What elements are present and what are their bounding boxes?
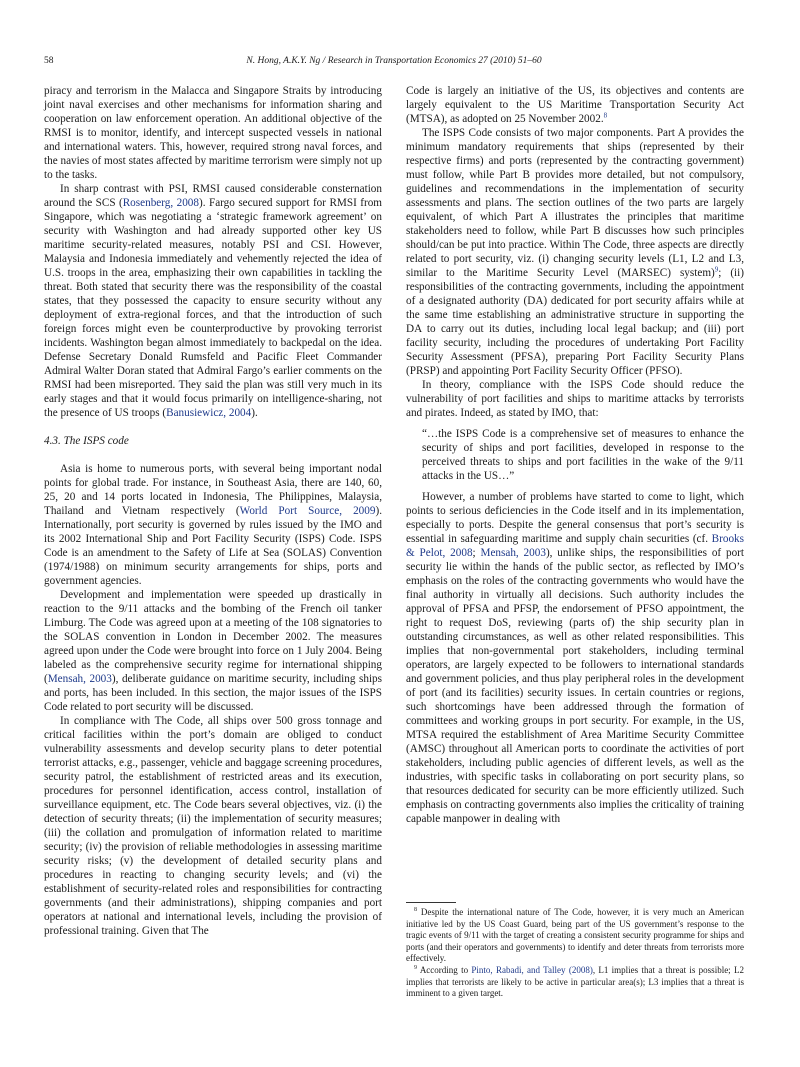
text: ), unlike ships, the responsibilities of port security lie within the hands of the public sector, as reflected by IMO’s emphasis on the roles of the contracting governments who would have the final authority in virtually all decisions. Such authority includes the approval of PFSA and PFSP, the endorsement of PFSO appointment, the right to request DoS, reviewing (parts of) the ship security plan in outstanding circumstances, as well as other related responsibilities. This implies that non-governmental port stakeholders, including terminal operators, are largely expected to be followers to international standards and government policies, and thus play peripheral roles in the development of port (and its facilities) security issues. In certain countries or regions, such shortcomings have been addressed through the formation of committees and working groups in port security. For example, in the US, MTSA required the establishment of Area Maritime Security Committee (AMSC) throughout all American ports to coordinate the activities of port stakeholders, including public agencies of different levels, as well as the industries, with specific tasks in collaborating on port security plans, so that resources dedicated for security can be more efficiently utilized. Such emphasis on contracting governments also implies the criticality of training capable manpower in dealing with bbox=[406, 547, 744, 825]
text: Development and implementation were speeded up drastically in reaction to the 9/11 attacks and the bombing of the French oil tanker Limburg. The Code was agreed upon at a meeting of the 108 signatories to the SOLAS convention in London in December 2002. The measures agreed upon under the Code were brought into force on 1 July 2004. Being labeled as the comprehensive security regime for international shipping ( bbox=[44, 589, 382, 685]
text: ; bbox=[472, 547, 481, 559]
paragraph bbox=[44, 182, 382, 420]
paragraph bbox=[406, 490, 744, 826]
footnote bbox=[406, 965, 744, 1000]
block-quote: “…the ISPS Code is a comprehensive set of measures to enhance the security of ships and port facilities, developed in response to the perceived threats to ships and port facilities in the wake of the 9/11 attacks in the US…” bbox=[422, 428, 744, 482]
text: ). Internationally, port security is governed by rules issued by the IMO and its 2002 International Ship and Port Facility Security (ISPS) Code. ISPS Code is an amendment to the Safety of Life at Sea (SOLAS) Convention (1974/1988) on minimum security arrangements for ships, ports and government agencies. bbox=[44, 505, 382, 587]
footnote-ref[interactable]: 8 bbox=[603, 111, 608, 120]
paragraph bbox=[44, 588, 382, 714]
footnotes bbox=[406, 902, 744, 1000]
text: Asia is home to numerous ports, with several being important nodal points for global trade. For instance, in Southeast Asia, there are 140, 60, 25, 20 and 14 ports located in Indonesia, The Philippines, Malaysia, Thailand and Vietnam respectively ( bbox=[44, 463, 382, 517]
footnote bbox=[406, 907, 744, 965]
footnote-number: 8 bbox=[414, 907, 417, 913]
paragraph bbox=[406, 84, 744, 126]
paragraph: In theory, compliance with the ISPS Code should reduce the vulnerability of port facilities and ships to maritime attacks by terrorists and pirates. Indeed, as stated by IMO, that: bbox=[406, 379, 744, 419]
footnote-text: Despite the international nature of The Code, however, it is very much an American initiative led by the US Coast Guard, being part of the US government’s response to the tragic events of 9/11 with the target of creating a consistent security programme for ships and ports (and their operators and governments) to identify and deter threats from terrorists more effectively. bbox=[406, 907, 744, 964]
text: ). Fargo secured support for RMSI from Singapore, which was negotiating a ‘strategic framework agreement’ on security with Washington and had already supported other key US maritime security-related measures, notably PSI and CSI. However, Malaysia and Indonesia immediately and vehemently rejected the idea of U.S. troops in the area, emphasizing their own capabilities in tackling the threat. Both stated that security there was the responsibility of the coastal states, that they possessed the capacity to ensure security without any deployment of extra-regional forces, and that the introduction of such foreign forces might even be counterproductive by provoking terrorist incidents. Washington began almost immediately to backpedal on the idea. Defense Secretary Donald Rumsfeld and Pacific Fleet Commander Admiral Walter Doran stated that Admiral Fargo’s earlier comments on the RMSI had been misreported. They said the plan was still very much in its early stages and that it would focus primarily on intelligence-sharing, not the presence of US troops ( bbox=[44, 197, 382, 419]
text: In sharp contrast with PSI, RMSI caused considerable consternation around the SCS ( bbox=[44, 183, 382, 209]
footnote-divider bbox=[406, 902, 456, 903]
section-heading: 4.3. The ISPS code bbox=[44, 435, 129, 447]
citation-link[interactable]: Mensah, 2003 bbox=[480, 547, 546, 559]
citation-link[interactable]: Banusiewicz, 2004 bbox=[166, 407, 252, 419]
footnote-ref[interactable]: 9 bbox=[714, 265, 719, 274]
footnote-text: According to bbox=[419, 964, 472, 975]
paragraph: piracy and terrorism in the Malacca and Singapore Straits by introducing joint naval exercises and other mechanisms for information sharing and cooperation on law enforcement operation. An additional objective of the RMSI is to monitor, identify, and intercept suspected vessels in national and international waters. This, however, required strong naval forces, and the navies of most states affected by maritime terrorism were simply not up to the tasks. bbox=[44, 85, 382, 181]
footnote-number: 9 bbox=[414, 964, 417, 971]
left-column bbox=[44, 84, 382, 938]
page-number: 58 bbox=[44, 56, 54, 66]
citation-link[interactable]: Rosenberg, 2008 bbox=[122, 197, 199, 209]
running-head: N. Hong, A.K.Y. Ng / Research in Transportation Economics 27 (2010) 51–60 bbox=[246, 56, 542, 66]
paragraph: In compliance with The Code, all ships over 500 gross tonnage and critical facilities within the port’s domain are obliged to conduct vulnerability assessments and develop security plans to deter potential terrorist attacks, e.g., passenger, vehicle and baggage screening procedures, security patrol, the establishment of restricted areas and its execution, procedures for personnel identification, access control, installation of surveillance equipment, etc. The Code bears several objectives, viz. (i) the detection of security threats; (ii) the implementation of security measures; (iii) the collation and promulgation of information related to maritime security; (iv) the provision of reliable methodologies in assessing maritime security risks; (v) the development of detailed security plans and procedures in reacting to changing security levels; and (vi) the establishment of security-related roles and responsibilities for contracting governments (and their administrations), shipping companies and port operators at national and international levels, including the provision of professional training. Given that The bbox=[44, 715, 382, 937]
right-column bbox=[406, 84, 744, 826]
text: Code is largely an initiative of the US, its objectives and contents are largely equivalent to the US Maritime Transportation Security Act (MTSA), as adopted on 25 November 2002. bbox=[406, 85, 744, 125]
footnote-text: , L1 implies that a threat is possible; L2 implies that terrorists are likely to be active in particular area(s); L3 implies that a threat is imminent to a given target. bbox=[406, 964, 744, 999]
text: However, a number of problems have started to come to light, which points to serious deficiencies in the Code itself and in its implementation, especially to ports. Despite the general consensus that port’s security is essential in safeguarding maritime and supply chain securities (cf. bbox=[406, 491, 744, 545]
page-header bbox=[44, 56, 744, 70]
text: ), deliberate guidance on maritime security, including ships and ports, has been included. In this section, the major issues of the ISPS Code related to port security will be discussed. bbox=[44, 673, 382, 713]
citation-link[interactable]: Brooks & Pelot, 2008 bbox=[406, 533, 744, 559]
citation-link[interactable]: World Port Source, 2009 bbox=[239, 505, 376, 517]
citation-link[interactable]: Mensah, 2003 bbox=[47, 673, 112, 685]
text: ; (ii) responsibilities of the contracting governments, including the appointment of a designated authority (DA) dedicated for port security affairs while at the same time establishing an administrative structure in supporting the DA to carry out its duties, including local legal backup; and (iii) port facility security, including the procedures of undertaking Port Facility Security Assessment (PFSA), preparing Port Facility Security Plans (PRSP) and appointing Port Facility Security Officer (PFSO). bbox=[406, 267, 744, 377]
text: The ISPS Code consists of two major components. Part A provides the minimum mandatory requirements that ships (represented by their respective firms) and ports (represented by the contracting government) must follow, while Part B provides more detailed, but not compulsory, guidelines and recommendations in the implementation of security assessments and plans. The section outlines of the two parts are largely equivalent, of which Part A illustrates the principles that maritime stakeholders need to follow, while Part B discusses how such principles should/can be put into practice. Within The Code, three aspects are directly related to port security, viz. (i) changing security levels (L1, L2 and L3, similar to the Maritime Security Level (MARSEC) system) bbox=[406, 127, 744, 279]
paragraph bbox=[44, 462, 382, 588]
citation-link[interactable]: Pinto, Rabadi, and Talley (2008) bbox=[471, 964, 593, 975]
paragraph bbox=[406, 126, 744, 378]
text: ). bbox=[251, 407, 258, 419]
